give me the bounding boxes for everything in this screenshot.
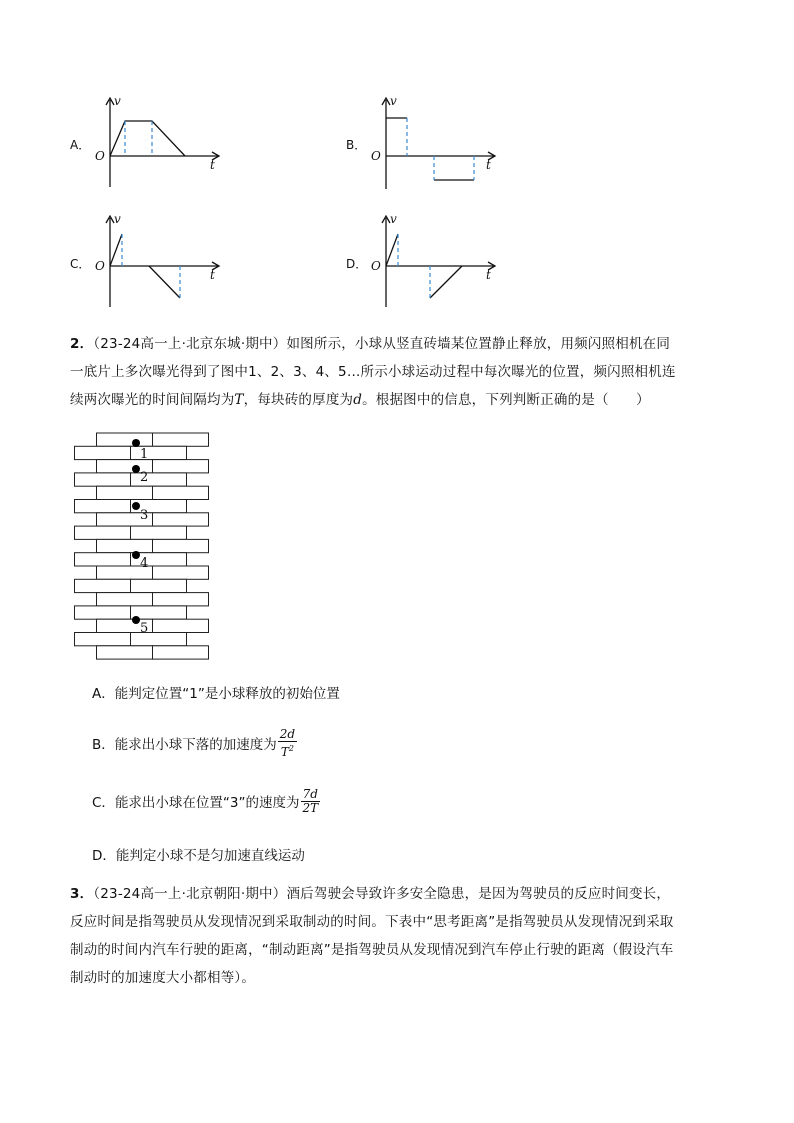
brick [75, 500, 131, 513]
question-2-stem [70, 330, 730, 414]
brick [153, 460, 209, 473]
brick [131, 606, 187, 619]
question-3-line-2: 反应时间是指驾驶员从发现情况到采取制动的时间。下表中“思考距离”是指驾驶员从发现情况到采取 [70, 914, 674, 930]
choice-a-letter: A． [92, 686, 115, 702]
choice-c-frac-den: 2T [302, 800, 319, 815]
graph-b-t-label: t [486, 158, 491, 172]
graph-c-plot [70, 210, 230, 310]
brick [131, 579, 187, 592]
question-2-var-T: T [234, 392, 244, 408]
ball-position-2 [132, 465, 140, 473]
graph-d-t-label: t [486, 268, 491, 282]
question-3-line-3: 制动的时间内汽车行驶的距离，“制动距离”是指驾驶员从发现情况到汽车停止行驶的距离（假设汽车 [70, 942, 674, 958]
brick [153, 433, 209, 446]
question-2-line-2: 一底片上多次曝光得到了图中1、2、3、4、5…所示小球运动过程中每次曝光的位置，频闪照相机连 [70, 364, 676, 380]
brick [75, 553, 131, 566]
choice-c-text: 能求出小球在位置“3”的速度为 [114, 795, 300, 811]
question-2-text-1: 如图所示，小球从竖直砖墙某位置静止释放，用频闪照相机在同 [286, 336, 671, 352]
brick [75, 473, 131, 486]
brick [153, 486, 209, 499]
graph-b-plot [346, 92, 506, 192]
choice-b-frac-den-base: T [280, 744, 289, 759]
brick [153, 646, 209, 659]
graph-a-plot [70, 92, 230, 192]
question-2-source: （23-24高一上·北京东城·期中） [93, 336, 287, 352]
graph-b-origin: O [371, 149, 381, 163]
brick [131, 526, 187, 539]
question-2-text-3c: 。根据图中的信息，下列判断正确的是（ ） [362, 392, 650, 408]
choice-b-fraction [278, 728, 297, 759]
brick [75, 579, 131, 592]
brick [131, 446, 187, 459]
choice-c-letter: C． [92, 795, 115, 811]
brick [153, 539, 209, 552]
brick [75, 633, 131, 646]
question-3-source: （23-24高一上·北京朝阳·期中） [93, 886, 287, 902]
choice-c-frac-num: 7d [301, 788, 321, 802]
ball-label-1: 1 [140, 447, 149, 462]
graph-d [346, 210, 506, 310]
graph-a-v-label: v [114, 94, 121, 108]
question-2-text-3a: 续两次曝光的时间间隔均为 [70, 392, 235, 408]
choice-b[interactable] [92, 726, 297, 760]
choice-c[interactable] [92, 784, 320, 818]
ball-position-1 [132, 439, 140, 447]
graph-c-origin: O [95, 259, 105, 273]
question-3-number: 3． [70, 886, 94, 902]
ball-label-4: 4 [140, 556, 149, 571]
brick [97, 433, 153, 446]
ball-position-4 [132, 551, 140, 559]
choice-d-text: 能判定小球不是匀加速直线运动 [115, 848, 305, 864]
brick [97, 593, 153, 606]
brick [131, 633, 187, 646]
brick-wall-figure [74, 432, 214, 660]
choice-b-frac-den-sup: 2 [288, 743, 294, 753]
choice-b-frac-den [278, 742, 297, 759]
graph-a-label: A． [70, 138, 91, 152]
question-3-text-1: 酒后驾驶会导致许多安全隐患，是因为驾驶员的反应时间变长， [286, 886, 671, 902]
ball-position-5 [132, 616, 140, 624]
graph-d-v-label: v [390, 212, 397, 226]
question-3-line-4: 制动时的加速度大小都相等）。 [70, 970, 256, 986]
brick [97, 486, 153, 499]
graph-b [346, 92, 506, 192]
question-2-number: 2． [70, 336, 94, 352]
choice-d[interactable] [92, 844, 305, 864]
question-2-var-d: d [353, 392, 363, 408]
brick [153, 513, 209, 526]
brick [131, 473, 187, 486]
choice-a[interactable] [92, 682, 340, 702]
graph-a [70, 92, 230, 192]
question-3-line-1 [70, 880, 730, 908]
brick [75, 446, 131, 459]
choice-d-letter: D． [92, 848, 116, 864]
brick [75, 526, 131, 539]
question-3-stem [70, 880, 730, 992]
question-2-line-3 [70, 386, 730, 414]
graph-a-t-label: t [210, 158, 215, 172]
question-2-text-3b: ，每块砖的厚度为 [243, 392, 354, 408]
choice-b-text: 能求出小球下落的加速度为 [114, 737, 277, 753]
graph-a-origin: O [95, 149, 105, 163]
graph-d-origin: O [371, 259, 381, 273]
ball-label-5: 5 [140, 621, 149, 636]
ball-label-3: 3 [140, 508, 149, 523]
brick [153, 593, 209, 606]
brick [97, 646, 153, 659]
graph-d-label: D． [346, 257, 368, 271]
choice-a-text: 能判定位置“1”是小球释放的初始位置 [114, 686, 340, 702]
graph-d-plot [346, 210, 506, 310]
choice-c-fraction [301, 788, 321, 815]
brick [75, 606, 131, 619]
brick [153, 619, 209, 632]
graph-b-label: B． [346, 138, 367, 152]
graph-c-v-label: v [114, 212, 121, 226]
brick [97, 539, 153, 552]
brick [153, 566, 209, 579]
graph-c [70, 210, 230, 310]
choice-b-letter: B． [92, 737, 115, 753]
graph-b-v-label: v [390, 94, 397, 108]
ball-label-2: 2 [140, 470, 149, 485]
ball-position-3 [132, 502, 140, 510]
question-2-line-1 [70, 330, 730, 358]
choice-b-frac-num: 2d [279, 726, 296, 741]
graph-c-label: C． [70, 257, 91, 271]
graph-c-t-label: t [210, 268, 215, 282]
